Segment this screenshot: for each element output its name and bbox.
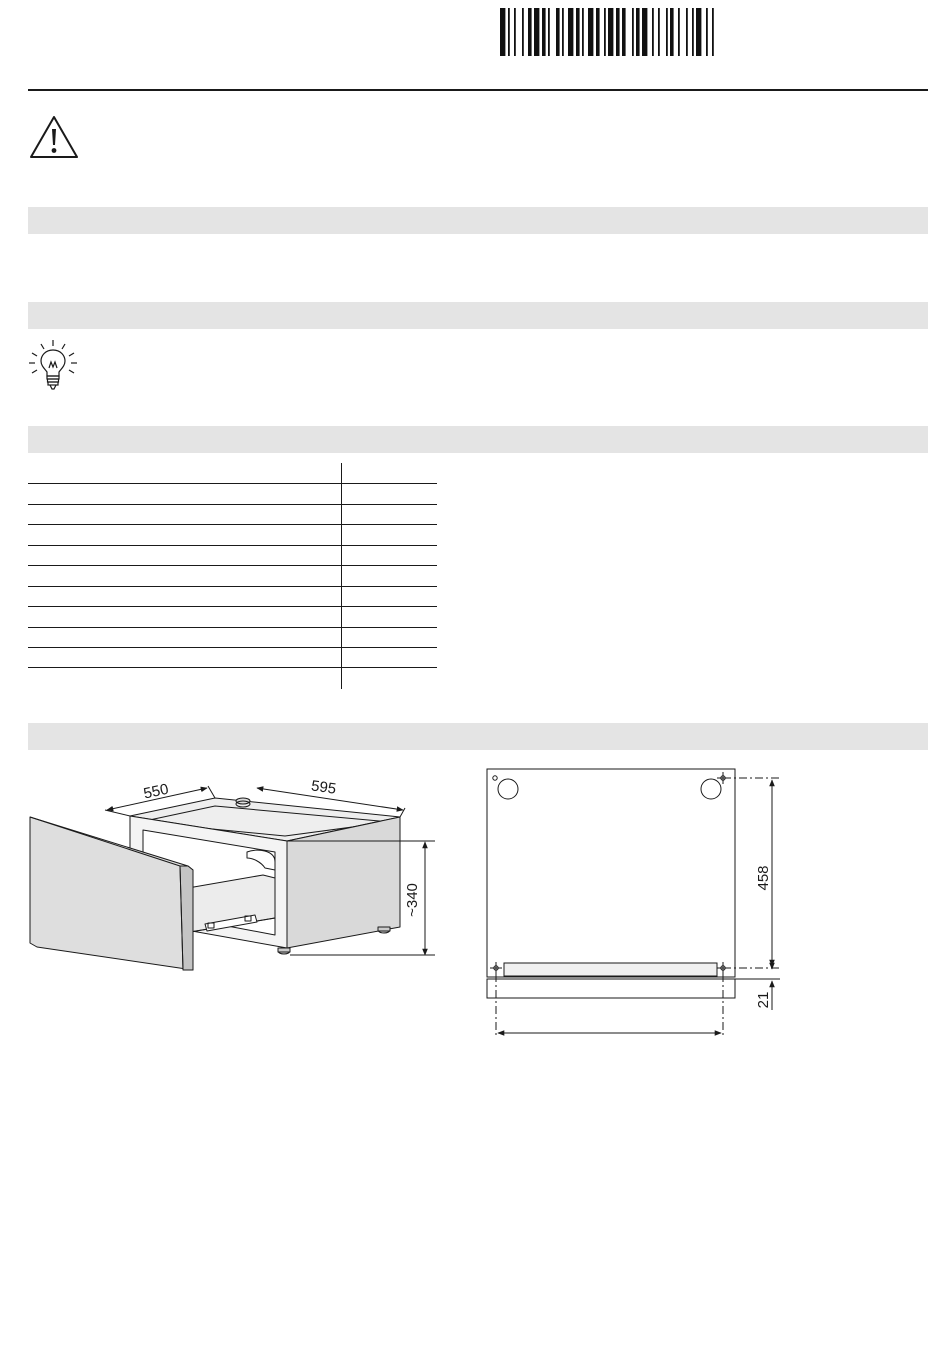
barcode-bar [636, 8, 640, 56]
table-row-line [28, 565, 437, 566]
barcode-bar [608, 8, 613, 56]
barcode-bar [692, 8, 694, 56]
table-row-line [28, 606, 437, 607]
table-row-line [28, 504, 437, 505]
table-row-line [28, 483, 437, 484]
barcode [500, 8, 720, 56]
barcode-bar [548, 8, 550, 56]
section-band-1 [28, 207, 928, 234]
barcode-bar [588, 8, 593, 56]
barcode-bar [616, 8, 620, 56]
barcode-bar [686, 8, 688, 56]
barcode-bar [666, 8, 668, 56]
barcode-bar [696, 8, 701, 56]
header-rule [28, 89, 928, 91]
barcode-bar [508, 8, 510, 56]
dim-plan-base-label: 21 [755, 991, 772, 1009]
section-band-3 [28, 426, 928, 453]
dim-height-label: ~340 [404, 883, 421, 917]
dim-plan-height-label: 458 [755, 865, 772, 891]
barcode-bar [632, 8, 634, 56]
table-row-line [28, 647, 437, 648]
warning-icon [28, 114, 80, 160]
barcode-bar [642, 8, 647, 56]
barcode-bar [556, 8, 560, 56]
table-row-line [28, 586, 437, 587]
barcode-bar [670, 8, 674, 56]
table-row-line [28, 667, 437, 668]
barcode-bar [542, 8, 546, 56]
pedestal-drawing [25, 770, 445, 980]
barcode-bar [712, 8, 714, 56]
section-band-2 [28, 302, 928, 329]
section-band-4 [28, 723, 928, 750]
barcode-bar [658, 8, 660, 56]
barcode-bar [576, 8, 580, 56]
table-row-line [28, 545, 437, 546]
barcode-bar [652, 8, 654, 56]
barcode-bar [706, 8, 708, 56]
table-row-line [28, 524, 437, 525]
barcode-bar [562, 8, 564, 56]
barcode-bar [582, 8, 584, 56]
mounting-plan-drawing [480, 760, 790, 1050]
dim-depth-label: 550 [142, 780, 171, 803]
barcode-bar [522, 8, 524, 56]
barcode-bar [596, 8, 600, 56]
barcode-bar [528, 8, 532, 56]
barcode-bar [514, 8, 516, 56]
barcode-bar [500, 8, 505, 56]
lightbulb-icon [26, 338, 80, 394]
table-column-divider [341, 463, 342, 689]
dim-width-label: 595 [310, 777, 338, 798]
barcode-bar [604, 8, 606, 56]
barcode-bar [534, 8, 539, 56]
barcode-bar [622, 8, 626, 56]
table-row-line [28, 627, 437, 628]
barcode-bar [678, 8, 680, 56]
barcode-bar [568, 8, 573, 56]
